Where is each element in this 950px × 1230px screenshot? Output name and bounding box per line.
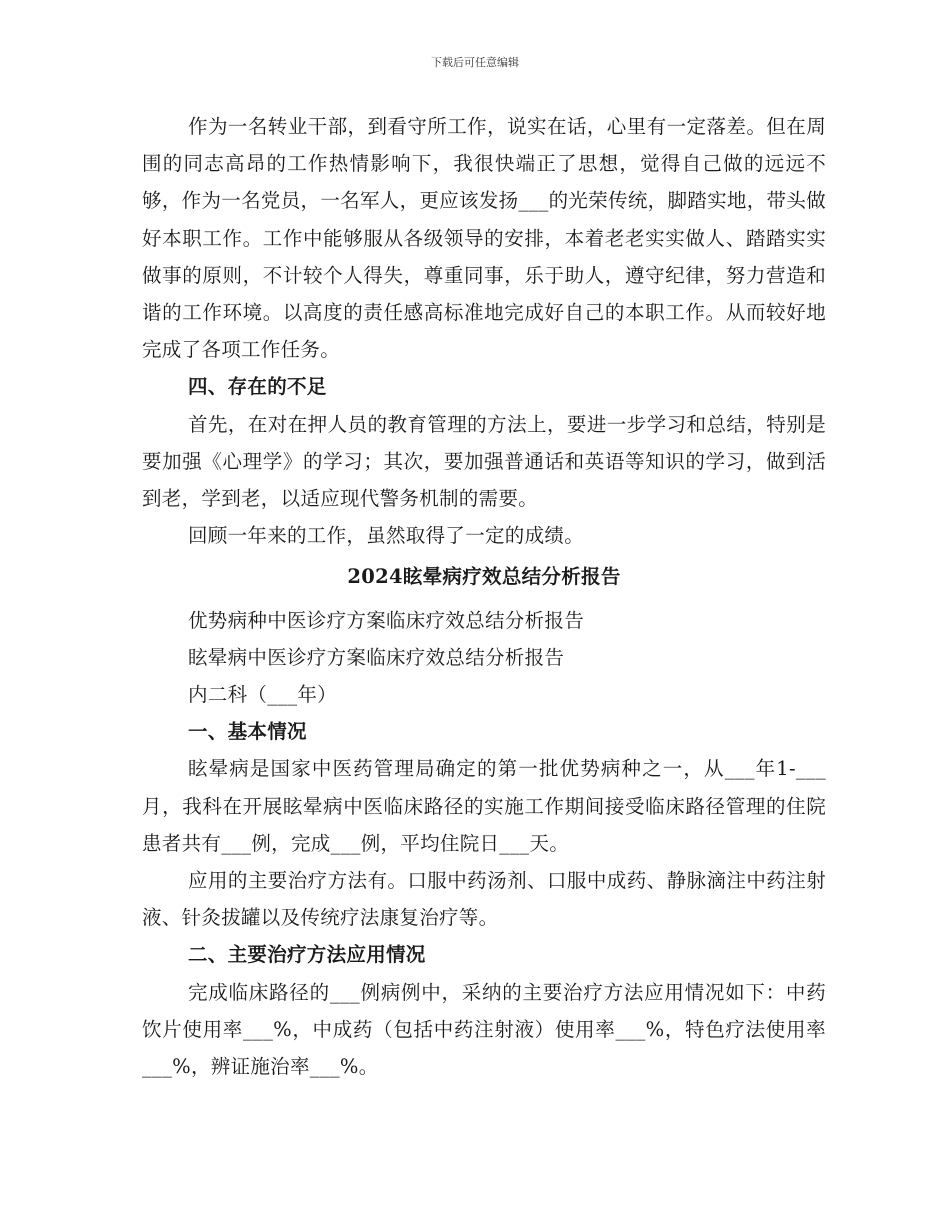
subtitle-department: 内二科（___年） [188, 683, 337, 707]
paragraph-shortcomings: 首先，在对在押人员的教育管理的方法上，要进一步学习和总结，特别是要加强《心理学》的学习；其次，要加强普通话和英语等知识的学习，做到活到老，学到老，以适应现代警务机制的需要。 [142, 412, 826, 511]
paragraph-review: 回顾一年来的工作，虽然取得了一定的成绩。 [188, 524, 585, 548]
paragraph-treatment-usage: 完成临床路径的___例病例中，采纳的主要治疗方法应用情况如下：中药饮片使用率___%，中成药（包括中药注射液）使用率___%，特色疗法使用率___%，辨证施治率___%。 [142, 980, 826, 1079]
paragraph-treatment-methods: 应用的主要治疗方法有。口服中药汤剂、口服中成药、静脉滴注中药注射液、针灸拔罐以及传统疗法康复治疗等。 [142, 869, 826, 930]
heading-shortcomings: 四、存在的不足 [188, 375, 327, 399]
paragraph-work-attitude: 作为一名转业干部，到看守所工作，说实在话，心里有一定落差。但在周围的同志高昂的工作热情影响下，我很快端正了思想，觉得自己做的远远不够，作为一名党员，一名军人，更应该发扬___的光荣传统，脚踏实地，带头做好本职工作。工作中能够服从各级领导的安排，本着老老实实做人、踏踏实实做事的原则，不计较个人得失，尊重同事，乐于助人，遵守纪律，努力营造和谐的工作环境。以高度的责任感高标准地完成好自己的本职工作。从而较好地完成了各项工作任务。 [142, 115, 826, 362]
paragraph-basic-info: 眩晕病是国家中医药管理局确定的第一批优势病种之一，从___年1-___月，我科在开展眩晕病中医临床路径的实施工作期间接受临床路径管理的住院患者共有___例，完成___例，平均住院日___天。 [142, 757, 826, 855]
heading-treatment-usage: 二、主要治疗方法应用情况 [188, 943, 426, 967]
heading-basic-info: 一、基本情况 [188, 720, 307, 744]
subtitle-advantage-disease: 优势病种中医诊疗方案临床疗效总结分析报告 [188, 608, 585, 632]
document-title: 2024眩晕病疗效总结分析报告 [347, 565, 621, 589]
page-header: 下载后可任意编辑 [431, 56, 519, 69]
subtitle-vertigo-report: 眩晕病中医诊疗方案临床疗效总结分析报告 [188, 645, 565, 669]
document-body [142, 108, 826, 1085]
